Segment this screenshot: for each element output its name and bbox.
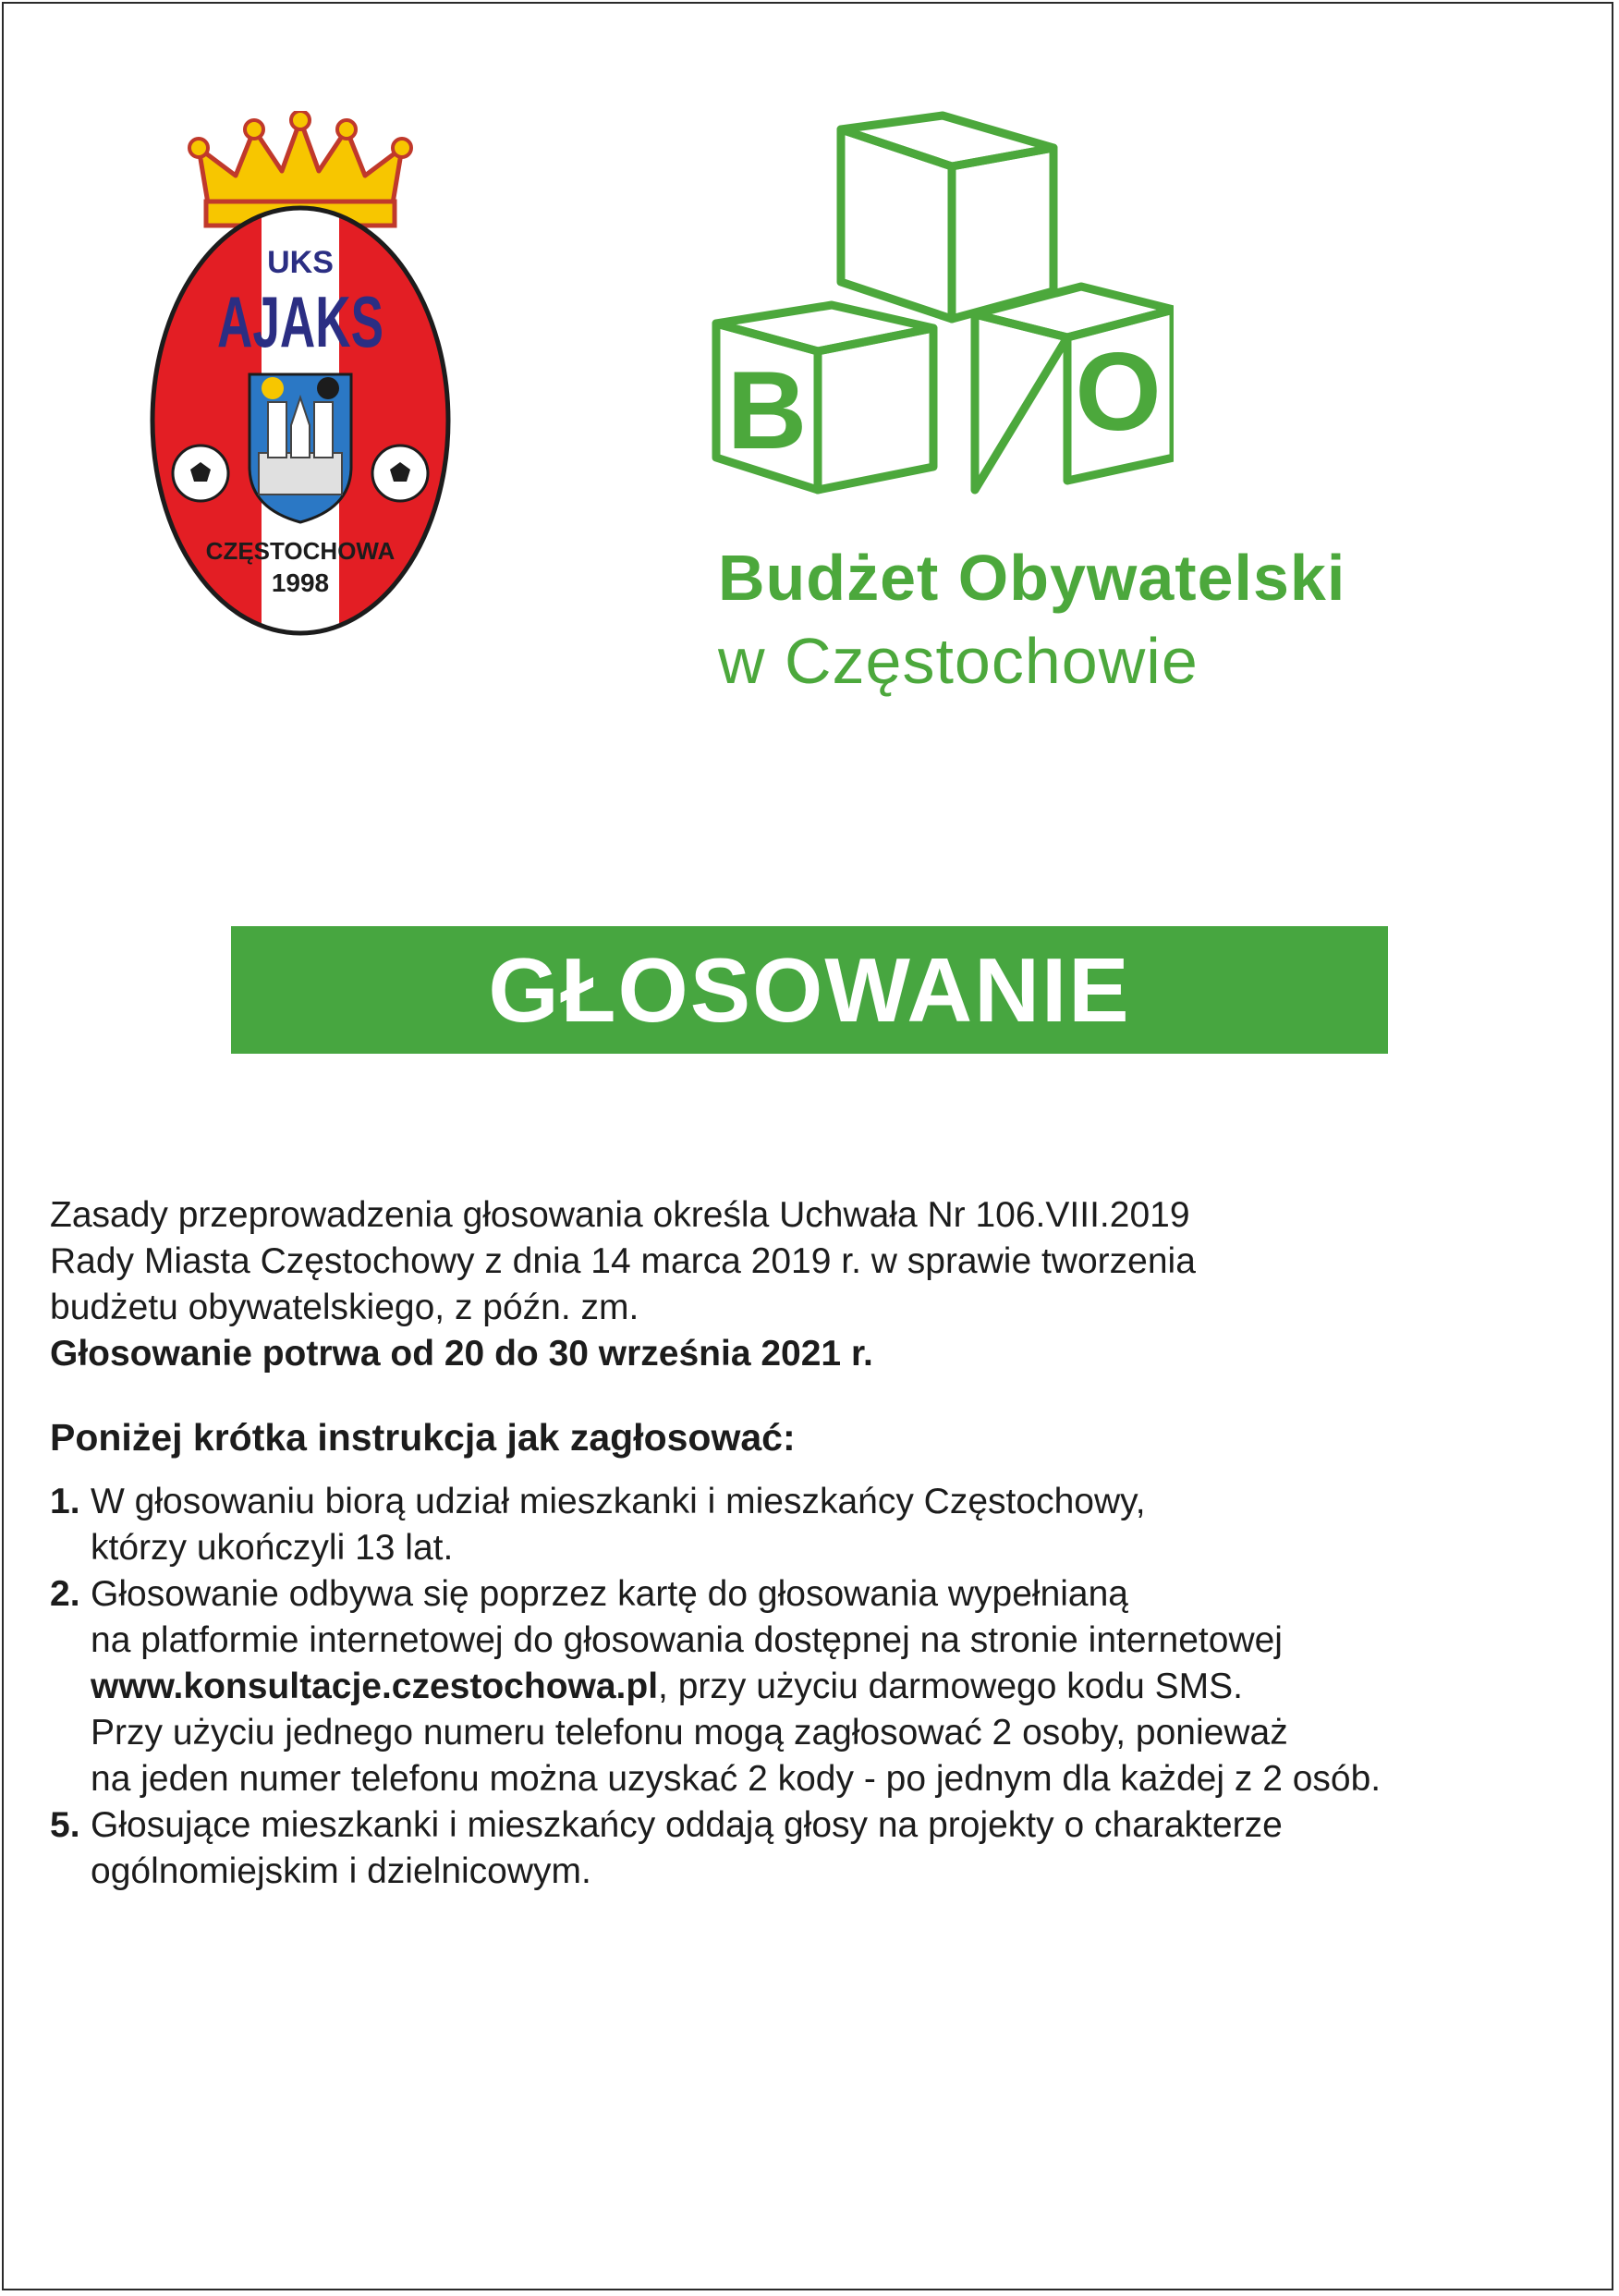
ajaks-year-text: 1998 xyxy=(271,568,330,597)
banner-title: GŁOSOWANIE xyxy=(488,938,1131,1041)
item-line: którzy ukończyli 13 lat. xyxy=(91,1528,454,1568)
body-text xyxy=(50,1192,1584,1895)
list-item xyxy=(50,1802,1584,1895)
ajaks-top-text: UKS xyxy=(267,245,334,280)
intro-line: Rady Miasta Częstochowy z dnia 14 marca 2019 r. w sprawie tworzenia xyxy=(50,1241,1196,1281)
item-line: W głosowaniu biorą udział mieszkanki i mieszkańcy Częstochowy, xyxy=(91,1482,1146,1521)
ajaks-crest-logo xyxy=(143,111,457,647)
bo-letter-o: O xyxy=(1075,330,1162,454)
item-line: Przy użyciu jednego numeru telefonu mogą zagłosować 2 osoby, ponieważ xyxy=(91,1713,1288,1753)
item-line: Głosowanie odbywa się poprzez kartę do głosowania wypełnianą xyxy=(91,1574,1129,1614)
item-line: na platformie internetowej do głosowania dostępnej na stronie internetowej xyxy=(91,1620,1283,1660)
ajaks-name-text: AJAKS xyxy=(217,281,383,362)
consultation-website-link[interactable]: www.konsultacje.czestochowa.pl xyxy=(91,1667,659,1706)
intro-line: Zasady przeprowadzenia głosowania określa Uchwała Nr 106.VIII.2019 xyxy=(50,1195,1190,1235)
link-suffix: , przy użyciu darmowego kodu SMS. xyxy=(658,1667,1243,1706)
bo-letter-b: B xyxy=(726,348,808,472)
intro-paragraph xyxy=(50,1192,1584,1377)
football-icon xyxy=(173,446,228,501)
item-line-with-link xyxy=(91,1664,1381,1710)
item-line: ogólnomiejskim i dzielnicowym. xyxy=(91,1851,591,1891)
bo-subtitle: w Częstochowie xyxy=(718,625,1199,697)
bo-title: Budżet Obywatelski xyxy=(718,542,1346,614)
list-item xyxy=(50,1479,1584,1571)
voting-dates: Głosowanie potrwa od 20 do 30 września 2021 r. xyxy=(50,1334,873,1374)
instructions-heading: Poniżej krótka instrukcja jak zagłosować: xyxy=(50,1416,796,1459)
football-icon xyxy=(372,446,428,501)
instructions-list xyxy=(50,1479,1584,1895)
item-number: 1. xyxy=(50,1482,80,1521)
intro-line: budżetu obywatelskiego, z późn. zm. xyxy=(50,1288,639,1327)
voting-banner xyxy=(231,926,1388,1054)
item-line: na jeden numer telefonu można uzyskać 2 kody - po jednym dla każdej z 2 osób. xyxy=(91,1759,1382,1799)
city-coat-of-arms-icon xyxy=(250,374,351,522)
bo-blocks-logo xyxy=(712,111,1174,508)
list-item xyxy=(50,1571,1584,1802)
item-line: Głosujące mieszkanki i mieszkańcy oddają głosy na projekty o charakterze xyxy=(91,1805,1283,1845)
item-number: 2. xyxy=(50,1574,80,1614)
item-number: 5. xyxy=(50,1805,80,1845)
ajaks-city-text: CZĘSTOCHOWA xyxy=(205,537,396,565)
